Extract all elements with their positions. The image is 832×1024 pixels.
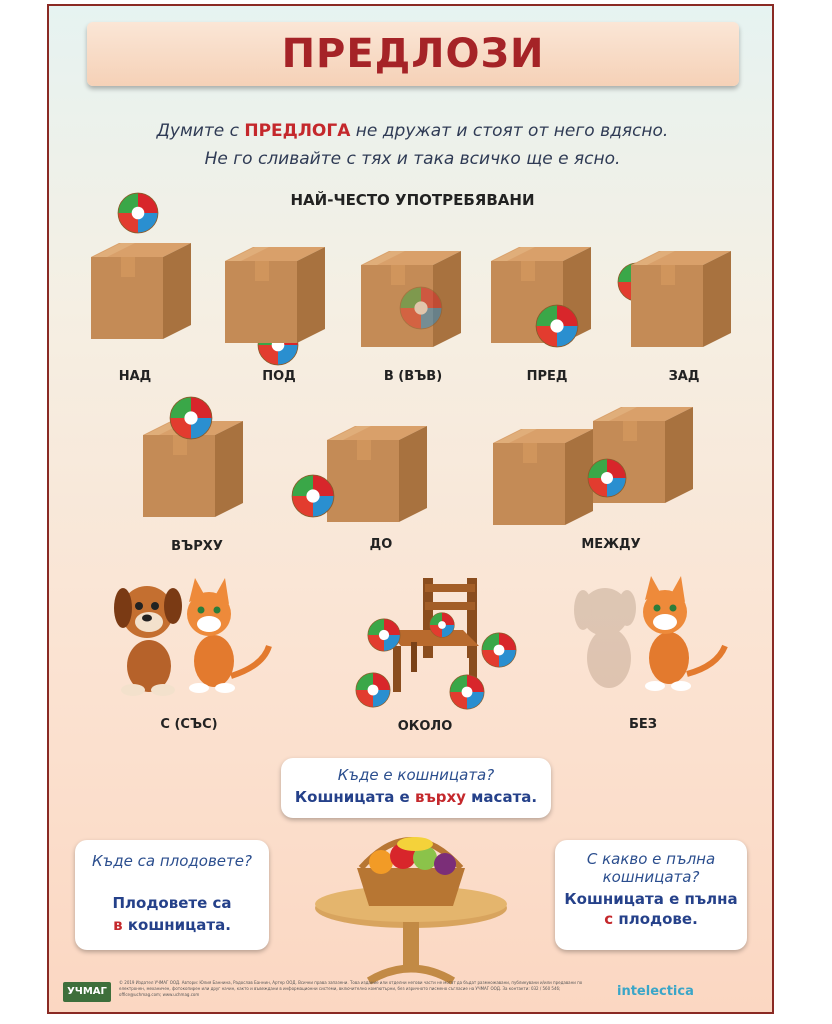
- ball-icon: [368, 619, 400, 651]
- right-bubble: [555, 840, 747, 950]
- right-bubble-question-1: С какво е пълна: [586, 850, 716, 868]
- footer: [57, 976, 769, 1006]
- dog-silhouette-icon: [574, 588, 636, 688]
- ball-icon: [450, 675, 484, 709]
- prep-label-okolo: ОКОЛО: [397, 719, 453, 734]
- prep-label-zad: ЗАД: [668, 369, 700, 384]
- prep-label-s: С (СЪС): [160, 717, 218, 732]
- left-bubble-answer-line1: Плодовете са: [112, 894, 232, 912]
- ball-icon: [292, 475, 334, 517]
- left-answer-highlight: в: [113, 916, 123, 934]
- prep-label-pred: ПРЕД: [526, 369, 568, 384]
- left-answer-after: кошницата.: [127, 916, 231, 934]
- center-bubble: [281, 758, 551, 818]
- box-icon: [327, 426, 427, 522]
- ball-icon: [482, 633, 516, 667]
- dog-icon: [114, 586, 182, 696]
- page-title: ПРЕДЛОЗИ: [281, 31, 545, 77]
- center-answer-before: Кошницата е: [294, 788, 410, 806]
- prep-label-do: ДО: [369, 537, 393, 552]
- prep-label-varhu: ВЪРХУ: [171, 539, 223, 554]
- right-answer-highlight: с: [604, 910, 614, 928]
- ball-icon: [400, 287, 442, 329]
- ball-icon: [536, 305, 578, 347]
- ball-icon: [588, 459, 626, 497]
- intro-text-before: Думите с: [156, 121, 239, 141]
- intro-text-after: не дружат и стоят от него вдясно.: [355, 121, 669, 141]
- prep-label-pod: ПОД: [262, 369, 296, 384]
- right-bubble-answer-line1: Кошницата е пълна: [564, 890, 738, 908]
- fruit-basket-icon: [357, 837, 465, 906]
- box-icon: [91, 243, 191, 339]
- ball-icon: [170, 397, 212, 439]
- box-icon: [631, 251, 731, 347]
- section-heading: НАЙ-ЧЕСТО УПОТРЕБЯВАНИ: [290, 191, 535, 209]
- right-bubble-answer-line2: [555, 910, 747, 928]
- left-bubble-answer-line2: [75, 916, 269, 934]
- brand-logo: intelectica: [617, 984, 694, 999]
- prep-label-mezhdu: МЕЖДУ: [581, 537, 641, 552]
- center-bubble-answer: [281, 788, 551, 806]
- right-answer-after: плодове.: [618, 910, 698, 928]
- center-answer-highlight: върху: [414, 788, 466, 806]
- cat-icon: [187, 578, 269, 693]
- fine-print: © 2019 Издател УЧМАГ ООД. Автори: Юлия Баннина, Радослав Баннин, Артер ООД. Всички права запазени. Това издание или отделни негови части не могат да бъдат размножавани, публикувани и/или предавани по електронен, механичен, фотокопирен или друг начин, както и въвеждани в информационни системи, включително компютърни, без изричното писмено съгласие на УЧМАГ ООД. За контакти: 032 / 560 546; office@uchmag.com; www.uchmag.com: [119, 980, 583, 997]
- right-bubble-question-2: кошницата?: [602, 868, 700, 886]
- box-icon: [493, 429, 593, 525]
- prep-label-nad: НАД: [118, 369, 152, 384]
- center-bubble-question: Къде е кошницата?: [337, 766, 495, 784]
- center-answer-after: масата.: [471, 788, 538, 806]
- left-bubble-question: Къде са плодовете?: [92, 852, 252, 870]
- prep-label-v: В (ВЪВ): [383, 369, 443, 384]
- ball-icon: [118, 193, 158, 233]
- intro-line-2: Не го сливайте с тях и така всичко ще е ясно.: [204, 149, 621, 169]
- prep-label-bez: БЕЗ: [628, 717, 658, 732]
- publisher-logo: УЧМАГ: [63, 982, 111, 1002]
- cat-icon: [643, 576, 725, 691]
- ball-icon: [430, 613, 455, 638]
- intro-highlight: ПРЕДЛОГА: [244, 121, 351, 141]
- left-bubble: [75, 840, 269, 950]
- ball-icon: [356, 673, 390, 707]
- poster: [47, 4, 774, 1014]
- box-icon: [225, 247, 325, 343]
